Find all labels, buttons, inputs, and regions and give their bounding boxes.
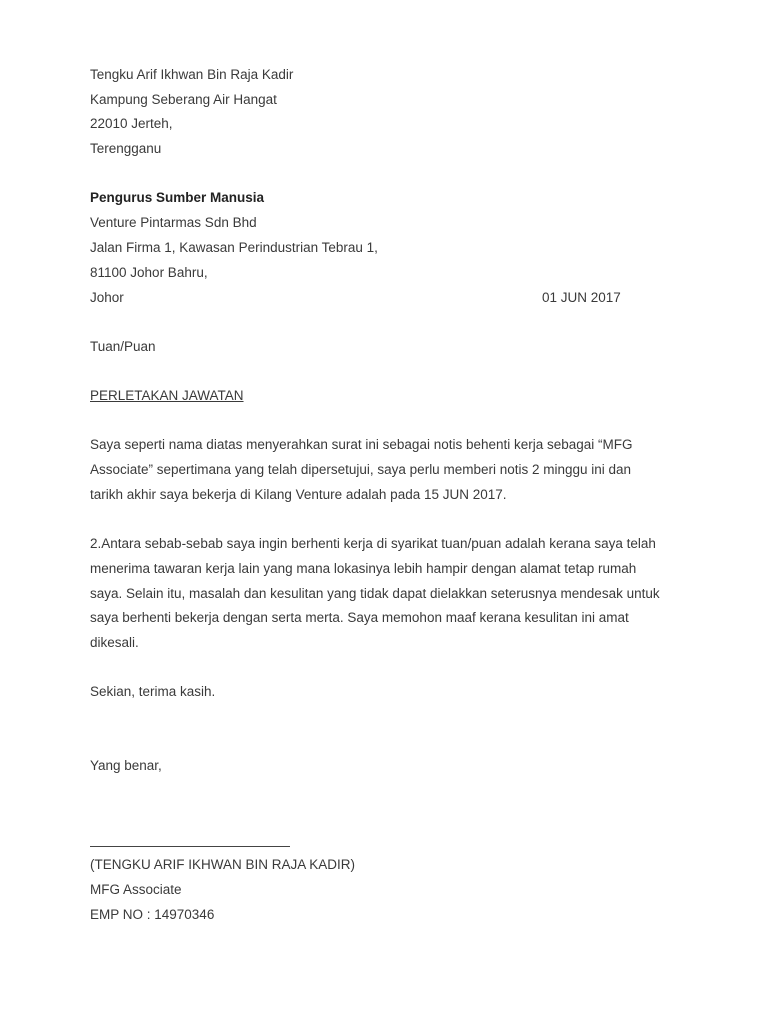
paragraph-2-line: 2.Antara sebab-sebab saya ingin berhenti kerja di syarikat tuan/puan adalah kerana saya telah [90, 536, 656, 551]
subject-line: PERLETAKAN JAWATAN [90, 388, 244, 403]
paragraph-1-line: Saya seperti nama diatas menyerahkan surat ini sebagai notis behenti kerja sebagai “MFG [90, 437, 633, 452]
recipient-title: Pengurus Sumber Manusia [90, 190, 265, 205]
sender-address-line-2: 22010 Jerteh, [90, 116, 173, 131]
paragraph-2-line: saya. Selain itu, masalah dan kesulitan yang tidak dapat dielakkan seterusnya mendesak untuk [90, 586, 660, 601]
paragraph-2-line: menerima tawaran kerja lain yang mana lokasinya lebih hampir dengan alamat tetap rumah [90, 561, 637, 576]
letter-date: 01 JUN 2017 [542, 290, 621, 305]
paragraph-1-line: tarikh akhir saya bekerja di Kilang Venture adalah pada 15 JUN 2017. [90, 487, 507, 502]
paragraph-2-line: saya berhenti bekerja dengan serta merta. Saya memohon maaf kerana kesulitan ini amat [90, 610, 629, 625]
signature-position: MFG Associate [90, 882, 182, 897]
signature-line [90, 846, 290, 847]
recipient-state: Johor [90, 290, 124, 305]
closing-text: Sekian, terima kasih. [90, 684, 216, 699]
sender-address-line-1: Kampung Seberang Air Hangat [90, 92, 277, 107]
paragraph-2-line: dikesali. [90, 635, 139, 650]
recipient-company: Venture Pintarmas Sdn Bhd [90, 215, 257, 230]
sender-state: Terengganu [90, 141, 162, 156]
recipient-address-line-1: Jalan Firma 1, Kawasan Perindustrian Tebrau 1, [90, 240, 378, 255]
paragraph-1-line: Associate” sepertimana yang telah dipersetujui, saya perlu memberi notis 2 minggu ini dan [90, 462, 632, 477]
employee-number: EMP NO : 14970346 [90, 907, 215, 922]
sender-name: Tengku Arif Ikhwan Bin Raja Kadir [90, 67, 294, 82]
recipient-address-line-2: 81100 Johor Bahru, [90, 265, 208, 280]
salutation: Tuan/Puan [90, 339, 156, 354]
signature-name: (TENGKU ARIF IKHWAN BIN RAJA KADIR) [90, 857, 356, 872]
signoff-text: Yang benar, [90, 758, 162, 773]
